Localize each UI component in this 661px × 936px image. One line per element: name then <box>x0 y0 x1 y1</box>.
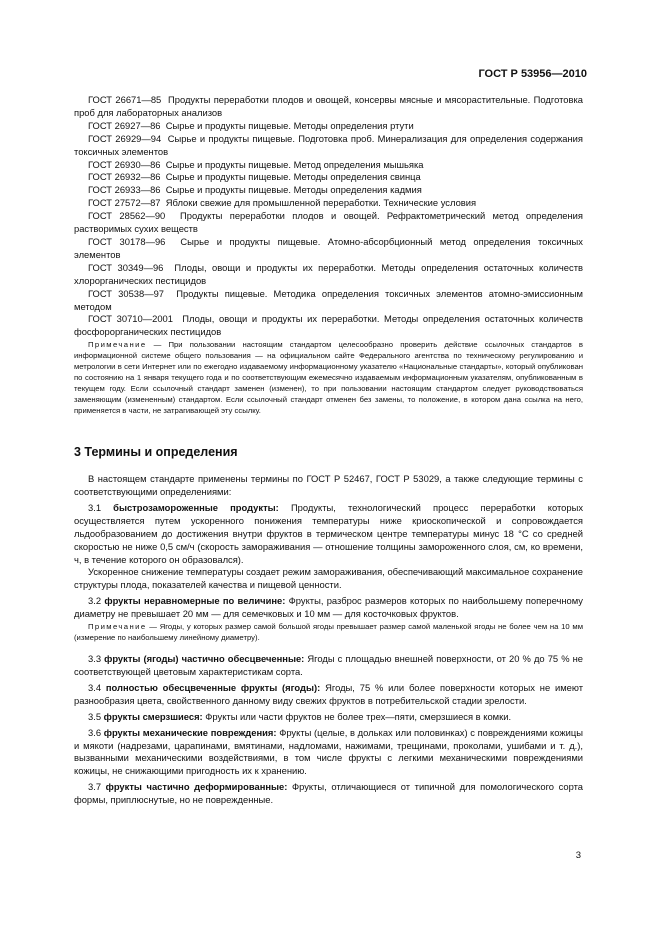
term-3-1-extra: Ускоренное снижение температуры создает режим замораживания, обеспечивающий максимальное сохранение структуры плода, показателей качества и пищевой ценности. <box>74 566 583 591</box>
section-title: 3 Термины и определения <box>74 445 238 460</box>
document-header: ГОСТ Р 53956—2010 <box>478 68 587 80</box>
reference-item: ГОСТ 30178—96 Сырье и продукты пищевые. Атомно-абсорбционный метод определения токсичных элементов <box>74 235 583 260</box>
reference-item: ГОСТ 26932—86 Сырье и продукты пищевые. Методы определения свинца <box>88 171 421 183</box>
term-3-4: 3.4 полностью обесцвеченные фрукты (ягоды): Ягоды, 75 % или более поверхности которых не имеют разнообразия цвета, свойственного данному виду свежих фруктов в потребительской стадии зрелости. <box>74 681 584 706</box>
reference-item: ГОСТ 26671—85 Продукты переработки плодов и овощей, консервы мясные и мясорастительные. Подготовка проб для лабораторных анализов <box>74 94 583 118</box>
reference-item: ГОСТ 28562—90 Продукты переработки плодов и овощей. Рефрактометрический метод определения растворимых сухих веществ <box>74 210 583 235</box>
term-3-5: 3.5 фрукты смерзшиеся: Фрукты или части фруктов не более трех—пяти, смерзшиеся в комки. <box>88 710 512 722</box>
reference-item: ГОСТ 30538—97 Продукты пищевые. Методика определения токсичных элементов атомно-эмиссионным методом <box>74 287 583 312</box>
term-note: Примечание — Ягоды, у которых размер самой большой ягоды превышает размер самой маленькой ягоды не более чем на 10 мм (измерение по наибольшему линейному диаметру). <box>74 622 584 643</box>
section-intro: В настоящем стандарте применены термины по ГОСТ Р 52467, ГОСТ Р 53029, а также следующие термины с соответствующими определениями: <box>74 473 583 498</box>
page-content <box>74 94 583 807</box>
normative-references-list <box>74 94 583 339</box>
reference-item: ГОСТ 26933—86 Сырье и продукты пищевые. Методы определения кадмия <box>88 184 422 196</box>
reference-item: ГОСТ 27572—87 Яблоки свежие для промышленной переработки. Технические условия <box>88 197 477 209</box>
reference-note: Примечание — При пользовании настоящим стандартом целесообразно проверить действие ссылочных стандартов в информационной системе общего пользования — на официальном сайте Федерального агентства по техническому регулированию и метрологии в сети Интернет или по ежегодно издаваемому информационному указателю «Национальные стандарты», который опубликован по состоянию на 1 января текущего года и по соответствующим ежемесячно издаваемым информационным указателям, опубликованным в текущем году. Если ссылочный стандарт заменен (изменен), то при пользовании настоящим стандартом следует руководствоваться заменяющим (измененным) стандартом. Если ссылочный стандарт отменен без замены, то положение, в котором дана ссылка на него, применяется в части, не затрагивающей эту ссылку. <box>74 340 583 416</box>
term-3-7: 3.7 фрукты частично деформированные: Фрукты, отличающиеся от типичной для помологического сорта формы, приплюснутые, но не поврежденные. <box>74 781 583 806</box>
term-3-1: 3.1 быстрозамороженные продукты: Продукты, технологический процесс переработки которых осуществляется путем ускоренного понижения температуры ниже криоскопической и сопровождается льдообразованием до достижения внутри фруктов в термическом центре температуры минус 18 °С со средней скоростью не ниже 0,5 см/ч (скорость замораживания — отношение толщины замороженного слоя, см, ко времени, ч, в течение которого он образовался). <box>74 501 584 565</box>
reference-item: ГОСТ 30710—2001 Плоды, овощи и продукты их переработки. Методы определения остаточных количеств фосфорорганических пестицидов <box>74 313 583 338</box>
term-3-3: 3.3 фрукты (ягоды) частично обесцвеченные: Ягоды с площадью внешней поверхности, от 20 % до 75 % не соответствующей цветовым характеристикам сорта. <box>74 653 583 677</box>
page-number: 3 <box>575 850 581 861</box>
reference-item: ГОСТ 30349—96 Плоды, овощи и продукты их переработки. Методы определения остаточных количеств хлорорганических пестицидов <box>74 261 583 286</box>
reference-item: ГОСТ 26930—86 Сырье и продукты пищевые. Метод определения мышьяка <box>88 158 424 170</box>
reference-item: ГОСТ 26929—94 Сырье и продукты пищевые. Подготовка проб. Минерализация для определения содержания токсичных элементов <box>74 132 583 157</box>
term-3-2: 3.2 фрукты неравномерные по величине: Фрукты, разброс размеров которых по наибольшему поперечному диаметру не превышает 20 мм — для семечковых и 10 мм — для косточковых фруктов. <box>74 595 583 620</box>
term-3-6: 3.6 фрукты механические повреждения: Фрукты (целые, в дольках или половинках) с повреждениями кожицы и мякоти (надрезами, царапинами, вмятинами, надломами, нажимами, трещинами, проколами, ушибами и т. д.), вызванными механическими воздействиями, в том числе фрукты с легкими механическими повреждениями кожицы, не снижающими пригодность их к хранению. <box>74 726 583 777</box>
reference-item: ГОСТ 26927—86 Сырье и продукты пищевые. Методы определения ртути <box>88 119 414 131</box>
